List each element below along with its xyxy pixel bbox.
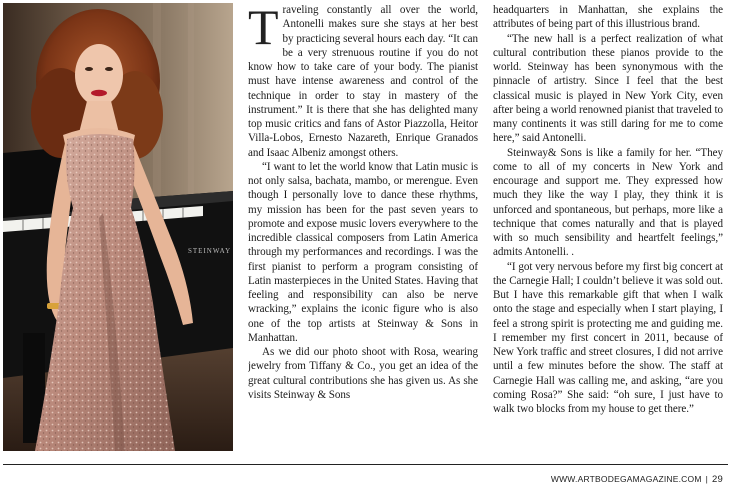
footer-website-link[interactable]: WWW.ARTBODEGAMAGAZINE.COM [550, 474, 702, 484]
article-paragraph: “The new hall is a perfect realization of what cultural contribution these pianos provide to the world. Steinway has been synonymous with the pinnacle of artistry. Since I feel that the best classical music is played in New York City, even after being a world renowned pianist that traveled to many continents it was still daring for me to come here,” said Antonelli. [493, 32, 723, 145]
article-paragraph [248, 3, 478, 160]
article-photo [3, 3, 233, 451]
footer-separator: | [705, 474, 709, 484]
article-column-2 [493, 3, 723, 448]
footer-rule [3, 464, 728, 465]
article-column-1 [248, 3, 478, 448]
article-paragraph: Steinway& Sons is like a family for her. “They come to all of my concerts in New York and encourage and support me. They expressed how much they like the way I play, they think it is unforced and spontaneous, but perhaps, more like a technique that comes naturally and that is played with so much sensibility and heartfelt feelings,” admits Antonelli. . [493, 146, 723, 259]
page-number: 29 [712, 474, 723, 485]
article-paragraph: “I want to let the world know that Latin music is not only salsa, bachata, mambo, or merengue. Even though I personally love to dance these rhythms, my mission has been for the past seven years to promote and expose music lovers everywhere to the incredible classical composers from Latin America through my performances and recordings. I was the first pianist to perform a program consisting of Latin masterpieces in the United States. Having that feeling and responsibility can also be nerve wracking,” explains the iconic figure who is also one of the top artists at Steinway & Sons in Manhattan. [248, 160, 478, 344]
piano-brand-text: STEINWAY [188, 247, 232, 255]
page-footer [551, 474, 723, 485]
paragraph-text: raveling constantly all over the world, Antonelli makes sure she stays at her best by practicing several hours each day. “It can be a very strenuous routine if you do not know how to take care of your body. The pianist must have intense awareness and control of the technique in order to stay in mastery of the instrument.” It is there that she has delighted many top music critics and fans of Astor Piazzolla, Heitor Villa-Lobos, Ernesto Nazareth, Enrique Granados and Isaac Albeniz amongst others. [248, 4, 478, 159]
drop-cap: T [248, 3, 279, 55]
article-paragraph: headquarters in Manhattan, she explains the attributes of being part of this illustrious brand. [493, 4, 723, 31]
article-paragraph: “I got very nervous before my first big concert at the Carnegie Hall; I couldn’t believe it was sold out. But I have this remarkable gift that when I walk onto the stage and especially when I start playing, I feel a strong spirit is protecting me and guiding me. I remember my first concert in 2011, because of New York traffic and street closures, I did not arrive until a few minutes before the show. The staff at Carnegie Hall was calling me, and asking, “are you coming Rosa?” She said: “oh sure, I just have to walk two blocks from my house to get there.” [493, 260, 723, 415]
article-paragraph: As we did our photo shoot with Rosa, wearing jewelry from Tiffany & Co., you get an idea of the great cultural contributions she has given us. As she visits Steinway & Sons [248, 346, 478, 401]
